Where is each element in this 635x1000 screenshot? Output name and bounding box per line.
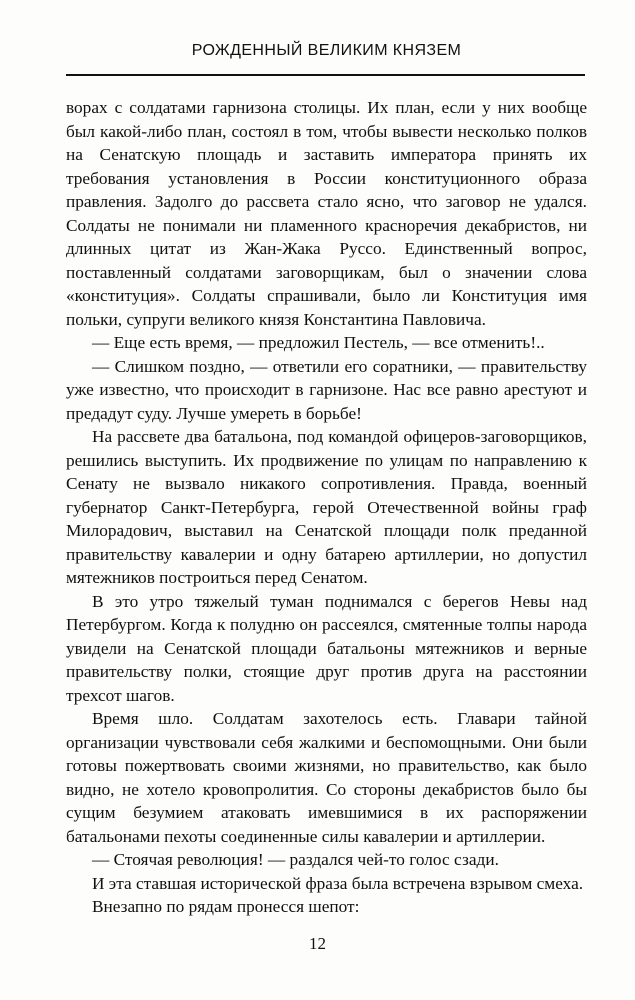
body-text [66,96,587,919]
running-title: РОЖДЕННЫЙ ВЕЛИКИМ КНЯЗЕМ [191,42,462,59]
paragraph-whisper: Внезапно по рядам пронесся шепот: [92,897,360,916]
paragraph-laughter: И эта ставшая исторической фраза была встречена взрывом смеха. [92,873,584,893]
paragraph-standing-revolution: — Стоячая революция! — раздался чей-то голос сзади. [92,850,499,869]
paragraph-too-late: — Слишком поздно, — ответили его соратники, — правительству уже известно, что происходит в гарнизоне. Нас все равно арестуют и предадут суду. Лучше умереть в борьбе! [66,356,587,423]
paragraph-dawn: На рассвете два батальона, под командой офицеров-заговорщиков, решились выступить. Их продвижение по улицам по направлению к Сенату не вызвало никакого сопротивления. Правда, военный губернатор Санкт-Петербурга, герой Отечественной войны граф Милорадович, выставил на Сенатской площади полк преданной правительству кавалерии и одну батарею артиллерии, но допустил мятежников построиться перед Сенатом. [66,427,587,587]
page-number: 12 [309,934,326,953]
paragraph-continuation: ворах с солдатами гарнизона столицы. Их план, если у них вообще был какой-либо план, состоял в том, чтобы вывести несколько полков на Сенатскую площадь и заставить императора принять их требования установления в России конституционного образа правления. Задолго до рассвета стало ясно, что заговор не удался. Солдаты не понимали ни пламенного красноречия декабристов, ни длинных цитат из Жан-Жака Руссо. Единственный вопрос, поставленный солдатами заговорщикам, был о значении слова «конституция». Солдаты спрашивали, было ли Конституция имя польки, супруги великого князя Константина Павловича. [66,98,587,329]
paragraph-time-passed: Время шло. Солдатам захотелось есть. Главари тайной организации чувствовали себя жалкими и беспомощными. Они были готовы пожертвовать своими жизнями, но правительство, как было видно, не хотело кровопролития. Со стороны декабристов было бы сущим безумием атаковать имевшимися в их распоряжении батальонами пехоты соединенные силы кавалерии и артиллерии. [66,709,587,846]
paragraph-pestel-quote: — Еще есть время, — предложил Пестель, — все отменить!.. [92,333,545,352]
header-rule [66,74,585,76]
paragraph-fog: В это утро тяжелый туман поднимался с берегов Невы над Петербургом. Когда к полудню он рассеялся, смятенные толпы народа увидели на Сенатской площади батальоны мятежников и верные правительству полки, стоящие друг против друга на расстоянии трехсот шагов. [66,591,587,705]
